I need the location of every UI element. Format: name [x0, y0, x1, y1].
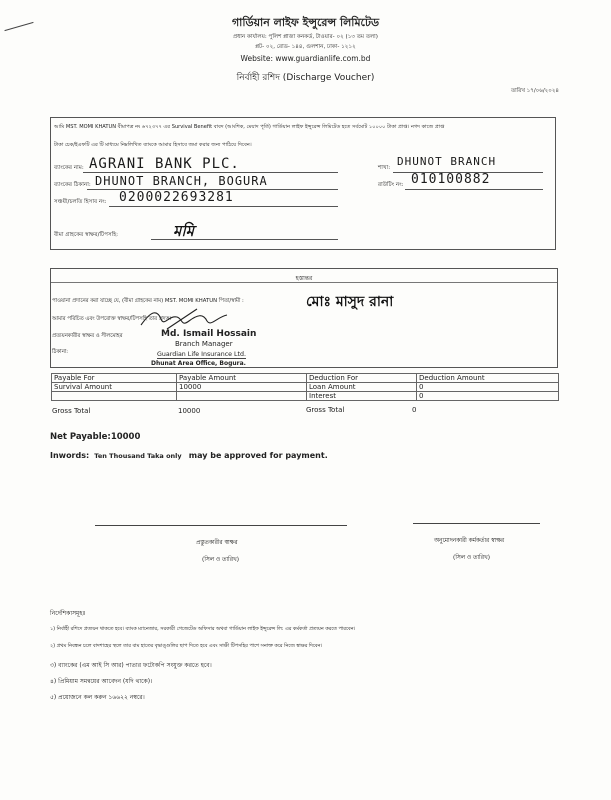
- address-line1: প্রধান কার্যালয়: পুলিশ প্লাজা কনকর্ড, টাওয়ার- ০২ (১৩ তম তলা): [232, 34, 378, 40]
- branch-value: DHUNOT BRANCH: [397, 155, 497, 168]
- interest-value: 0: [417, 392, 559, 401]
- bank-address-label: ব্যাংকের ঠিকানা:: [54, 182, 91, 188]
- account-line: [109, 206, 338, 207]
- instructions-heading: নির্দেশিকাসমূহঃ: [50, 610, 86, 617]
- table-row: [52, 383, 559, 392]
- account-label: সঞ্চয়ী/চলতি হিসাব নং:: [54, 199, 107, 205]
- approval-text: may be approved for payment.: [188, 451, 328, 460]
- stamp-company: Guardian Life Insurance Ltd.: [157, 351, 247, 358]
- approver-signature-line: [413, 523, 540, 524]
- stamp-title: Branch Manager: [175, 340, 233, 348]
- claim-section: [50, 117, 556, 250]
- stamp-office: Dhunat Area Office, Bogura.: [151, 360, 246, 367]
- witness-heading: হস্তান্তর: [295, 275, 313, 282]
- instruction-item: ৩) ব্যাংকের (এম আই সি আর) পাতার ফটোকপি সংযুক্ত করতে হবে।: [50, 662, 212, 669]
- branch-label: শাখা:: [378, 165, 391, 171]
- inwords-value: Ten Thousand Taka only: [94, 452, 182, 460]
- website: Website: www.guardianlife.com.bd: [240, 54, 371, 63]
- address-line2: প্লট- ০২, রোড- ১৪৪, গুলশান, ঢাকা- ১২১২: [255, 44, 356, 50]
- loan-label: Loan Amount: [307, 383, 417, 392]
- company-name: গার্ডিয়ান লাইফ ইন্সুরেন্স লিমিটেড: [231, 16, 380, 29]
- stamp-name: Md. Ismail Hossain: [161, 329, 257, 339]
- table-header-row: [52, 374, 559, 383]
- account-value: 0200022693281: [119, 190, 234, 205]
- inwords-label: Inwords:: [50, 451, 90, 460]
- inwords-row: [50, 443, 328, 462]
- gross-total-label: Gross Total: [52, 407, 91, 415]
- net-payable: Net Payable:10000: [50, 432, 141, 442]
- bank-name-label: ব্যাংকের নাম:: [54, 165, 84, 171]
- header-deduction-amount: Deduction Amount: [417, 374, 559, 383]
- witness-line2: আমার পরিচিত এবং উপরোক্ত স্বাক্ষর/টিপসহি তার প্রদত্ত।: [52, 316, 172, 322]
- witness-line3: প্রত্যয়নকারীর স্বাক্ষর ও সীলমোহর: [52, 333, 123, 339]
- gross-total-label-2: Gross Total: [306, 406, 345, 414]
- instruction-item: ২) প্রথম নিবন্ধন চলে বাদশাহের স্থলে তার বাম হাতের বৃদ্ধাঙ্গুলির ছাপ দিতে হবে এবং সাক্ষী টিপসহির পাশে সনাক্ত করে নিজে স্বাক্ষর দিবেন।: [50, 643, 323, 649]
- header-deduction-for: Deduction For: [307, 374, 417, 383]
- witness-father-name: মোঃ মাসুদ রানা: [306, 294, 394, 310]
- instruction-item: ১) নির্বাহী রশিদে প্রত্যয়ন থাকতে হবে। ব্যাংক ম্যানেজার, সরকারী গেজেটেড অফিসার অথবা গার্ডিয়ান লাইফ ইন্সুরেন্স লি: এর কর্মকর্তা প্রত্যয়ন করতে পারবেন।: [50, 626, 356, 632]
- empty-cell: [177, 392, 307, 401]
- instruction-item: ৪) প্রিমিয়াম সমন্বয়ের আবেদন (যদি থাকে)।: [50, 678, 153, 685]
- preparer-sub: (সিল ও তারিখ): [202, 557, 239, 563]
- instruction-item: ৫) প্রয়োজনে কল করুন ১৬৬২২ নম্বরে।: [50, 694, 145, 701]
- intro-line2: টাকা চেক/ইএফটি এর টি মাধ্যমে নিম্নলিখিত ব্যাংকে আমার হিসাবে জমা করার জন্য পাঠিয়ে দিবেন।: [54, 142, 252, 148]
- gross-total-value: 10000: [178, 407, 201, 415]
- customer-signature: মমি: [173, 222, 194, 240]
- preparer-signature-line: [95, 525, 347, 526]
- empty-cell: [52, 392, 177, 401]
- customer-signature-line: [151, 239, 338, 240]
- header-payable-amount: Payable Amount: [177, 374, 307, 383]
- routing-label: রাউটিং নং:: [378, 182, 404, 188]
- header-payable-for: Payable For: [52, 374, 177, 383]
- approver-label: অনুমোদনকারী কর্মকর্তার স্বাক্ষর: [434, 538, 505, 544]
- customer-signature-label: বীমা গ্রাহকের স্বাক্ষর/টিপসহি:: [54, 232, 119, 238]
- gross-total-value-2: 0: [412, 406, 417, 414]
- intro-line1: আমি MST. MOMI KHATUN বীমাপত্র নং ৬৭২৩৭৭ এর Survival Benefit বাবদ (আংশিক, মেয়াদ পূর্তি) গার্ডিয়ান লাইফ ইন্সুরেন্স লিমিটেড হতে সর্বমোট ১০০০০ টাকা প্রাপ্ত। নগদ কাজে প্রাপ্ত: [54, 124, 445, 130]
- survival-label: Survival Amount: [52, 383, 177, 392]
- doc-date: তারিখ ১৭/০৬/২০২৪: [511, 88, 559, 94]
- routing-line: [405, 189, 543, 190]
- preparer-label: প্রস্তুতকারীর স্বাক্ষর: [196, 540, 238, 546]
- payment-table: [51, 373, 559, 401]
- interest-label: Interest: [307, 392, 417, 401]
- routing-value: 010100882: [411, 172, 491, 187]
- witness-section: [50, 268, 558, 368]
- bank-name-value: AGRANI BANK PLC.: [89, 156, 240, 172]
- survival-value: 10000: [177, 383, 307, 392]
- loan-value: 0: [417, 383, 559, 392]
- bank-name-line: [83, 172, 338, 173]
- doc-title: নির্বাহী রশিদ (Discharge Voucher): [236, 73, 375, 83]
- approver-sub: (সিল ও তারিখ): [453, 555, 490, 561]
- bank-address-value: DHUNOT BRANCH, BOGURA: [95, 174, 268, 188]
- table-row: [52, 392, 559, 401]
- witness-heading-rule: [51, 282, 557, 283]
- witness-line4: ঠিকানা:: [52, 349, 69, 355]
- witness-line1: পাওয়ানা প্রদানের করা যাচ্ছে যে, (বীমা গ্রাহকের নাম) MST. MOMI KHATUN পিতা/স্বামী :: [52, 298, 244, 304]
